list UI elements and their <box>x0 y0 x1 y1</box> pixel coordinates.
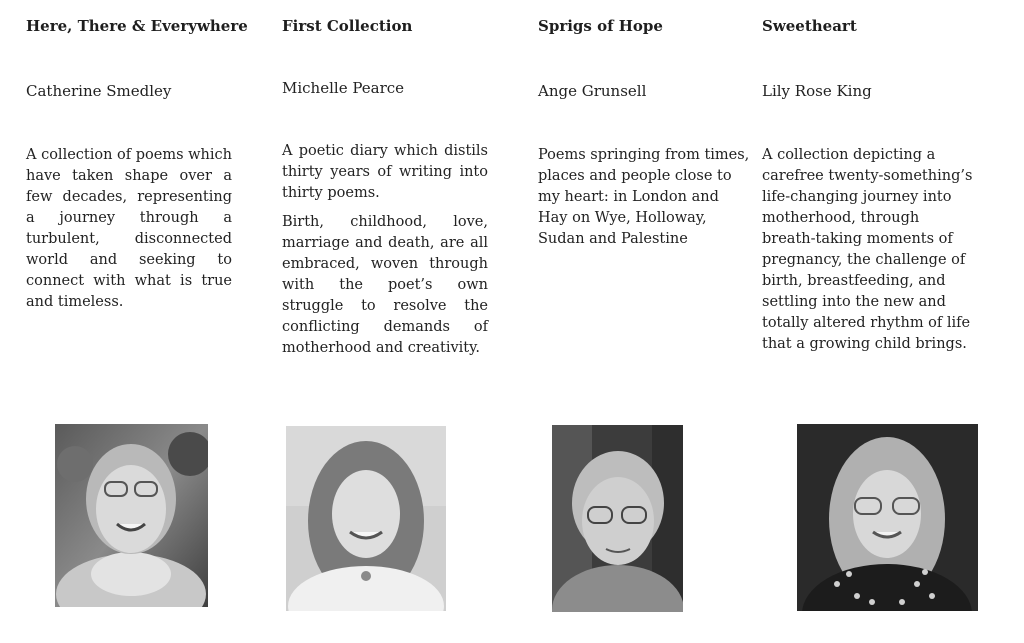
author-name: Ange Grunsell <box>538 82 647 100</box>
author-name: Catherine Smedley <box>26 82 172 100</box>
book-description <box>762 145 976 363</box>
description-paragraph: A collection of poems which have taken shape over a few decades, representing a journey through a turbulent, disconnected world and seeking to connect with what is true and timeless. <box>26 147 232 310</box>
author-name: Lily Rose King <box>762 82 872 100</box>
description-paragraph: A collection depicting a carefree twenty-something’s life-changing journey into motherhood, through breath-taking moments of pregnancy, the challenge of birth, breastfeeding, and settling into the new and totally altered rhythm of life that a growing child brings. <box>762 147 973 352</box>
book-title: First Collection <box>282 17 413 35</box>
description-paragraph: A poetic diary which distils thirty years of writing into thirty poems. <box>282 143 488 201</box>
book-description <box>282 141 488 367</box>
author-photo <box>552 425 683 612</box>
author-name: Michelle Pearce <box>282 79 405 97</box>
description-paragraph: Poems springing from times, places and people close to my heart: in London and Hay on Wye, Holloway, Sudan and Palestine <box>538 147 750 247</box>
book-title: Here, There & Everywhere <box>26 17 248 35</box>
author-photo <box>797 424 978 611</box>
author-photo <box>286 426 446 611</box>
book-title: Sprigs of Hope <box>538 17 663 35</box>
author-photo <box>55 424 208 607</box>
book-description <box>538 145 750 258</box>
book-title: Sweetheart <box>762 17 857 35</box>
description-paragraph: Birth, childhood, love, marriage and death, are all embraced, woven through with the poet’s own struggle to resolve the conflicting demands of motherhood and creativity. <box>282 214 488 356</box>
book-description <box>26 145 232 321</box>
